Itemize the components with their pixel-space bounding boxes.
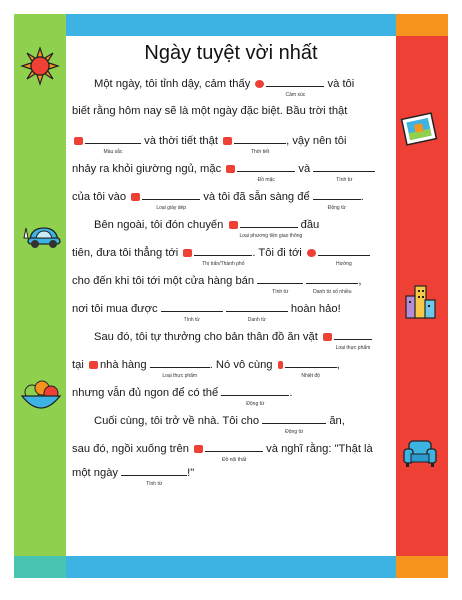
blank-transport[interactable]: Loại phương tiện giao thông (240, 216, 298, 228)
blank-verb-3[interactable]: Động từ (262, 412, 326, 424)
top-color-strip (14, 14, 448, 36)
blank-furniture[interactable]: Đồ nội thất (205, 440, 263, 452)
weather-icon (223, 137, 232, 145)
city-buildings-icon (400, 282, 440, 322)
story-line: Cuối cùng, tôi trở về nhà. Tôi cho Động từ ăn, (94, 412, 345, 428)
story-line: sau đó, ngồi xuống trên Đồ nội thất và nghĩ rằng: "Thật là (72, 440, 373, 456)
story-line: tại nhà hàng Loại thực phẩm . Nó vô cùng Nhiệt độ , (72, 356, 340, 372)
city-icon (183, 249, 192, 257)
blank-verb-1[interactable]: Động từ (313, 188, 361, 200)
picture-frame-icon (400, 110, 438, 148)
blank-clothing[interactable]: Đồ mặc (237, 160, 295, 172)
color-icon (74, 137, 83, 145)
story-line: biết rằng hôm nay sẽ là một ngày đặc biệt. Bầu trời thật (72, 105, 348, 117)
blank-snack[interactable]: Loại thực phẩm (334, 328, 372, 340)
blank-food-type[interactable]: Loại thực phẩm (150, 356, 210, 368)
blank-adjective-1[interactable]: Tính từ (313, 160, 375, 172)
food-icon (89, 361, 98, 369)
blank-city[interactable]: Thị trấn/Thành phố (194, 244, 252, 256)
blank-direction[interactable]: Hướng (318, 244, 370, 256)
page-title: Ngày tuyệt vời nhất (144, 42, 318, 64)
blank-plural-noun[interactable]: Danh từ số nhiều (306, 272, 358, 284)
emotion-icon (255, 80, 264, 88)
direction-icon (307, 249, 316, 257)
blank-color[interactable]: Màu sắc (85, 132, 141, 144)
transport-icon (229, 221, 238, 229)
bottom-color-strip (14, 556, 448, 578)
story-line: Màu sắc và thời tiết thật Thời tiết , vậy nên tôi (72, 132, 346, 148)
blank-temperature[interactable]: Nhiệt độ (285, 356, 337, 368)
temperature-icon (278, 361, 283, 369)
blank-shoes[interactable]: Loại giày dép (142, 188, 200, 200)
blank-noun[interactable]: Danh từ (226, 300, 288, 312)
blank-adjective-4[interactable]: Tính từ (121, 464, 187, 476)
left-color-column (14, 36, 66, 556)
snack-icon (323, 333, 332, 341)
shoes-icon (131, 193, 140, 201)
story-line: nhảy ra khỏi giường ngủ, mặc Đồ mặc và Tính từ (72, 160, 375, 176)
car-icon (18, 222, 64, 250)
sofa-icon (400, 436, 440, 470)
story-line: một ngày Tính từ !" (72, 464, 194, 480)
story-line: cho đến khi tôi tới một cửa hàng bán Tính từ Danh từ số nhiều , (72, 272, 361, 288)
story-line: Bên ngoài, tôi đón chuyến Loại phương tiện giao thông đầu (94, 216, 319, 232)
clothing-icon (226, 165, 235, 173)
fruit-bowl-icon (18, 376, 64, 416)
blank-weather[interactable]: Thời tiết (234, 132, 286, 144)
story-line: của tôi vào Loại giày dép và tôi đã sẵn sàng để Động từ . (72, 188, 364, 204)
story-line: Một ngày, tôi tỉnh dậy, cảm thấy Cảm xúc và tôi (94, 75, 354, 91)
story-line: nơi tôi mua được Tính từ Danh từ hoàn hảo! (72, 300, 341, 316)
blank-adjective-2[interactable]: Tính từ (257, 272, 303, 284)
story-line: Sau đó, tôi tự thưởng cho bản thân đồ ăn vặt Loại thực phẩm (94, 328, 372, 344)
sun-icon (20, 46, 60, 86)
blank-verb-2[interactable]: Động từ (221, 384, 289, 396)
blank-adjective-3[interactable]: Tính từ (161, 300, 223, 312)
furniture-icon (194, 445, 203, 453)
story-page (66, 36, 396, 556)
blank-emotion[interactable]: Cảm xúc (266, 75, 324, 87)
story-line: tiên, đưa tôi thẳng tới Thị trấn/Thành phố . Tôi đi tới Hướng (72, 244, 370, 260)
story-line: nhưng vẫn đủ ngon để có thể Động từ . (72, 384, 292, 400)
